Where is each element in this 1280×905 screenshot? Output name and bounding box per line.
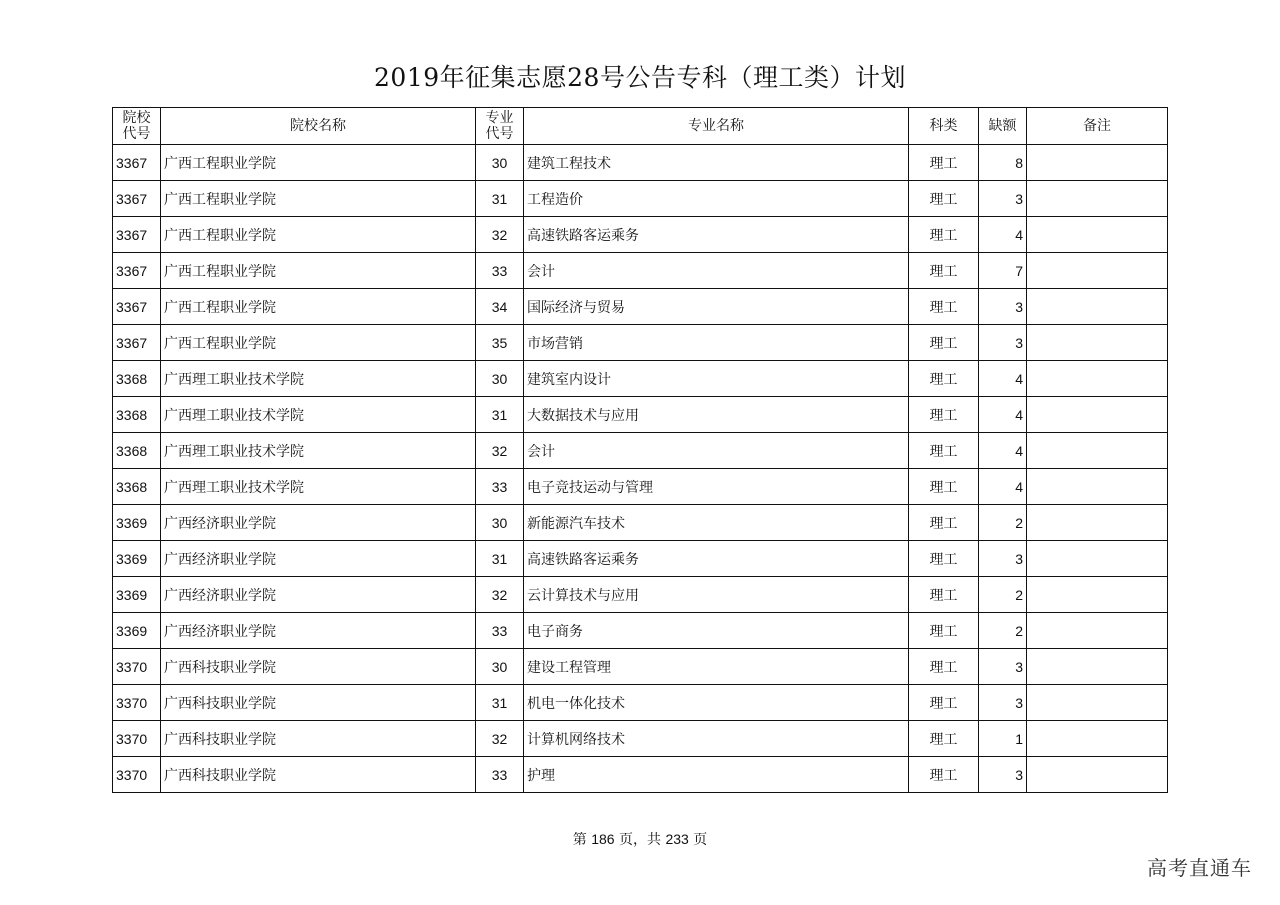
cell-major-code: 31	[476, 685, 524, 721]
table-row	[113, 181, 1168, 217]
cell-school-code: 3369	[113, 613, 161, 649]
cell-note	[1027, 505, 1168, 541]
cell-school-name: 广西工程职业学院	[161, 325, 476, 361]
cell-major-name: 建筑室内设计	[524, 361, 909, 397]
cell-category: 理工	[909, 649, 979, 685]
cell-school-name: 广西经济职业学院	[161, 613, 476, 649]
table-row	[113, 577, 1168, 613]
cell-major-name: 会计	[524, 253, 909, 289]
cell-major-code: 31	[476, 181, 524, 217]
table-row	[113, 361, 1168, 397]
cell-major-name: 工程造价	[524, 181, 909, 217]
cell-school-name: 广西科技职业学院	[161, 721, 476, 757]
header-school-name: 院校名称	[161, 108, 476, 145]
cell-school-name: 广西科技职业学院	[161, 685, 476, 721]
cell-note	[1027, 253, 1168, 289]
cell-school-name: 广西理工职业技术学院	[161, 433, 476, 469]
cell-school-code: 3367	[113, 217, 161, 253]
cell-note	[1027, 217, 1168, 253]
cell-quota: 4	[979, 217, 1027, 253]
cell-quota: 4	[979, 433, 1027, 469]
cell-note	[1027, 397, 1168, 433]
cell-major-name: 市场营销	[524, 325, 909, 361]
cell-school-code: 3370	[113, 685, 161, 721]
cell-major-code: 31	[476, 397, 524, 433]
cell-quota: 3	[979, 649, 1027, 685]
cell-school-name: 广西科技职业学院	[161, 757, 476, 793]
cell-major-name: 电子竞技运动与管理	[524, 469, 909, 505]
footer-page-number: 186	[591, 831, 615, 847]
cell-school-code: 3368	[113, 433, 161, 469]
cell-major-code: 35	[476, 325, 524, 361]
cell-school-name: 广西工程职业学院	[161, 289, 476, 325]
cell-quota: 3	[979, 685, 1027, 721]
cell-school-code: 3368	[113, 397, 161, 433]
table-row	[113, 145, 1168, 181]
cell-school-name: 广西工程职业学院	[161, 145, 476, 181]
cell-category: 理工	[909, 253, 979, 289]
cell-quota: 7	[979, 253, 1027, 289]
header-category: 科类	[909, 108, 979, 145]
header-quota: 缺额	[979, 108, 1027, 145]
table-row	[113, 217, 1168, 253]
cell-category: 理工	[909, 181, 979, 217]
cell-school-code: 3367	[113, 325, 161, 361]
cell-category: 理工	[909, 325, 979, 361]
header-major-name: 专业名称	[524, 108, 909, 145]
table-row	[113, 613, 1168, 649]
cell-category: 理工	[909, 145, 979, 181]
cell-note	[1027, 613, 1168, 649]
cell-major-code: 32	[476, 577, 524, 613]
cell-school-name: 广西经济职业学院	[161, 505, 476, 541]
cell-major-code: 33	[476, 757, 524, 793]
table-row	[113, 541, 1168, 577]
cell-major-code: 33	[476, 469, 524, 505]
cell-note	[1027, 433, 1168, 469]
cell-major-name: 大数据技术与应用	[524, 397, 909, 433]
cell-major-name: 电子商务	[524, 613, 909, 649]
cell-category: 理工	[909, 685, 979, 721]
cell-quota: 4	[979, 469, 1027, 505]
cell-school-name: 广西工程职业学院	[161, 181, 476, 217]
table-row	[113, 649, 1168, 685]
cell-school-name: 广西经济职业学院	[161, 541, 476, 577]
cell-major-name: 护理	[524, 757, 909, 793]
footer-total-pages: 233	[665, 831, 689, 847]
cell-quota: 4	[979, 397, 1027, 433]
cell-quota: 1	[979, 721, 1027, 757]
cell-quota: 2	[979, 505, 1027, 541]
cell-quota: 2	[979, 577, 1027, 613]
cell-school-code: 3370	[113, 649, 161, 685]
cell-note	[1027, 721, 1168, 757]
cell-quota: 3	[979, 757, 1027, 793]
cell-school-name: 广西理工职业技术学院	[161, 469, 476, 505]
cell-category: 理工	[909, 397, 979, 433]
cell-quota: 3	[979, 181, 1027, 217]
footer-suffix: 页	[693, 832, 708, 848]
plan-table	[112, 107, 1168, 793]
cell-category: 理工	[909, 577, 979, 613]
cell-major-code: 30	[476, 649, 524, 685]
cell-major-name: 云计算技术与应用	[524, 577, 909, 613]
table-row	[113, 433, 1168, 469]
cell-major-code: 30	[476, 361, 524, 397]
cell-category: 理工	[909, 721, 979, 757]
cell-school-name: 广西理工职业技术学院	[161, 361, 476, 397]
cell-major-code: 30	[476, 505, 524, 541]
cell-note	[1027, 289, 1168, 325]
cell-quota: 8	[979, 145, 1027, 181]
footer-prefix: 第	[572, 832, 587, 848]
cell-major-code: 34	[476, 289, 524, 325]
cell-school-name: 广西经济职业学院	[161, 577, 476, 613]
cell-major-code: 33	[476, 253, 524, 289]
cell-major-name: 高速铁路客运乘务	[524, 217, 909, 253]
cell-note	[1027, 181, 1168, 217]
header-major-code: 专业 代号	[476, 108, 524, 145]
cell-quota: 4	[979, 361, 1027, 397]
cell-category: 理工	[909, 469, 979, 505]
cell-major-code: 31	[476, 541, 524, 577]
cell-quota: 3	[979, 325, 1027, 361]
cell-major-name: 高速铁路客运乘务	[524, 541, 909, 577]
cell-school-code: 3369	[113, 505, 161, 541]
cell-school-code: 3367	[113, 181, 161, 217]
table-row	[113, 469, 1168, 505]
cell-major-name: 新能源汽车技术	[524, 505, 909, 541]
cell-major-name: 计算机网络技术	[524, 721, 909, 757]
table-row	[113, 289, 1168, 325]
cell-note	[1027, 649, 1168, 685]
cell-category: 理工	[909, 541, 979, 577]
cell-note	[1027, 145, 1168, 181]
cell-school-name: 广西理工职业技术学院	[161, 397, 476, 433]
cell-note	[1027, 325, 1168, 361]
page-title: 2019年征集志愿28号公告专科（理工类）计划	[374, 63, 906, 92]
cell-school-code: 3367	[113, 145, 161, 181]
cell-note	[1027, 469, 1168, 505]
table-row	[113, 325, 1168, 361]
cell-category: 理工	[909, 289, 979, 325]
cell-note	[1027, 541, 1168, 577]
cell-school-name: 广西科技职业学院	[161, 649, 476, 685]
cell-quota: 3	[979, 541, 1027, 577]
cell-note	[1027, 685, 1168, 721]
footer-middle: 页，共	[619, 832, 661, 848]
cell-school-code: 3368	[113, 469, 161, 505]
cell-major-name: 机电一体化技术	[524, 685, 909, 721]
header-note: 备注	[1027, 108, 1168, 145]
page-footer	[0, 829, 1280, 849]
cell-category: 理工	[909, 217, 979, 253]
cell-school-code: 3367	[113, 289, 161, 325]
cell-major-name: 建设工程管理	[524, 649, 909, 685]
cell-school-code: 3369	[113, 577, 161, 613]
cell-category: 理工	[909, 505, 979, 541]
cell-major-name: 国际经济与贸易	[524, 289, 909, 325]
cell-category: 理工	[909, 613, 979, 649]
cell-major-name: 会计	[524, 433, 909, 469]
cell-major-name: 建筑工程技术	[524, 145, 909, 181]
table-header-row	[113, 108, 1168, 145]
table-row	[113, 253, 1168, 289]
cell-major-code: 32	[476, 433, 524, 469]
cell-major-code: 32	[476, 217, 524, 253]
cell-school-code: 3369	[113, 541, 161, 577]
cell-note	[1027, 757, 1168, 793]
cell-school-code: 3370	[113, 721, 161, 757]
header-school-code: 院校 代号	[113, 108, 161, 145]
table-row	[113, 505, 1168, 541]
table-row	[113, 685, 1168, 721]
cell-major-code: 32	[476, 721, 524, 757]
cell-category: 理工	[909, 361, 979, 397]
cell-category: 理工	[909, 433, 979, 469]
table-row	[113, 721, 1168, 757]
cell-school-name: 广西工程职业学院	[161, 217, 476, 253]
cell-major-code: 30	[476, 145, 524, 181]
cell-note	[1027, 577, 1168, 613]
table-row	[113, 397, 1168, 433]
cell-quota: 3	[979, 289, 1027, 325]
cell-school-code: 3370	[113, 757, 161, 793]
cell-note	[1027, 361, 1168, 397]
table-row	[113, 757, 1168, 793]
cell-school-name: 广西工程职业学院	[161, 253, 476, 289]
cell-category: 理工	[909, 757, 979, 793]
cell-major-code: 33	[476, 613, 524, 649]
cell-school-code: 3368	[113, 361, 161, 397]
watermark: 高考直通车	[1147, 856, 1252, 880]
cell-quota: 2	[979, 613, 1027, 649]
cell-school-code: 3367	[113, 253, 161, 289]
